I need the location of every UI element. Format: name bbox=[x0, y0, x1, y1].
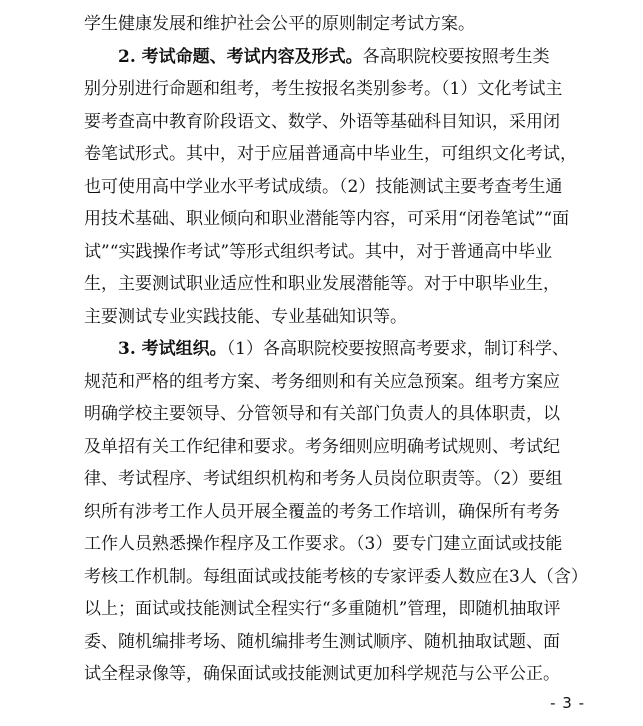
text-line bbox=[84, 333, 607, 366]
text-line: 规范和严格的组考方案、考务细则和有关应急预案。组考方案应 bbox=[84, 371, 560, 392]
text-run: （1）各高职院校要按照高考要求，制订科学、 bbox=[226, 339, 569, 359]
text-line: 生，主要测试职业适应性和职业发展潜能等。对于中职毕业生， bbox=[84, 274, 560, 294]
text-line: 及单招有关工作纪律和要求。考务细则应明确考试规则、考试纪 bbox=[84, 436, 560, 457]
text-line: 主要测试专业实践技能、专业基础知识等。 bbox=[84, 306, 407, 327]
section-2-heading: 2. 考试命题、考试内容及形式。 bbox=[118, 46, 363, 67]
text-line: 别分别进行命题和组考，考生按报名类别参考。（1）文化考试主 bbox=[84, 79, 563, 99]
text-line: 以上；面试或技能测试全程实行“多重随机”管理，即随机抽取评 bbox=[84, 599, 561, 619]
text-line: 学生健康发展和维护社会公平的原则制定考试方案。 bbox=[84, 14, 475, 34]
section-3-heading: 3. 考试组织。 bbox=[118, 339, 227, 359]
section-3-paragraph bbox=[84, 333, 607, 691]
text-run: 各高职院校要按照考生类 bbox=[362, 46, 550, 67]
text-line: 用技术基础、职业倾向和职业潜能等内容，可采用“闭卷笔试”“面 bbox=[84, 209, 570, 229]
section-2-paragraph bbox=[84, 41, 607, 334]
text-line: 明确学校主要领导、分管领导和有关部门负责人的具体职责，以 bbox=[84, 404, 560, 424]
page-number: - 3 - bbox=[550, 694, 585, 712]
text-line: 卷笔试形式。其中，对于应届普通高中毕业生，可组织文化考试， bbox=[84, 144, 577, 164]
text-line: 委、随机编排考场、随机编排考生测试顺序、随机抽取试题、面 bbox=[84, 631, 560, 652]
text-line: 织所有涉考工作人员开展全覆盖的考务工作培训，确保所有考务 bbox=[84, 501, 560, 522]
text-line: 要考查高中教育阶段语文、数学、外语等基础科目知识，采用闭 bbox=[84, 111, 560, 132]
intro-paragraph bbox=[84, 8, 607, 41]
text-line: 考核工作机制。每组面试或技能考核的专家评委人数应在3人（含） bbox=[84, 566, 588, 587]
text-line: 也可使用高中学业水平考试成绩。（2）技能测试主要考查考生通 bbox=[84, 176, 563, 197]
text-line: 试全程录像等，确保面试或技能测试更加科学规范与公平公正。 bbox=[84, 664, 560, 684]
text-line: 律、考试程序、考试组织机构和考务人员岗位职责等。（2）要组 bbox=[84, 469, 563, 489]
text-line: 试”“实践操作考试”等形式组织考试。其中，对于普通高中毕业 bbox=[84, 241, 553, 262]
text-line: 工作人员熟悉操作程序及工作要求。（3）要专门建立面试或技能 bbox=[84, 534, 563, 554]
text-line bbox=[84, 41, 607, 74]
